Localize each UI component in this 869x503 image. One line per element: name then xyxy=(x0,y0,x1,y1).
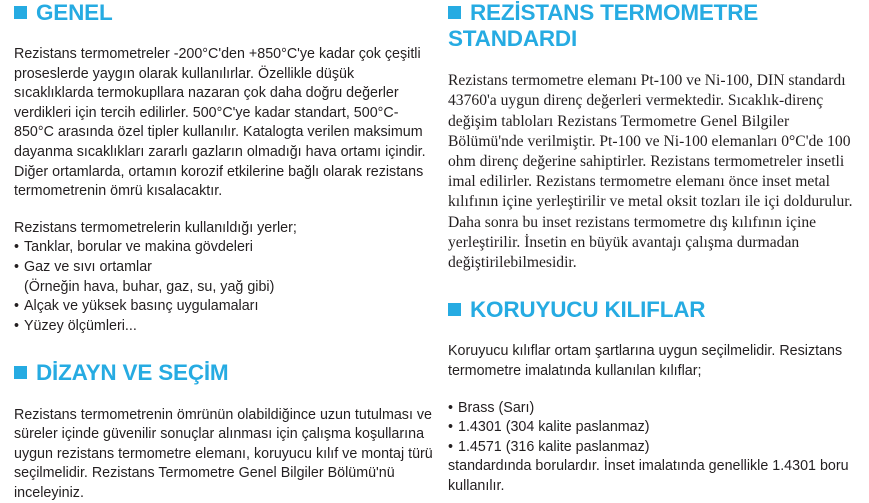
section-dizayn xyxy=(14,360,434,503)
filled-square-icon xyxy=(14,366,27,379)
section-standardi xyxy=(448,0,863,273)
section-genel-list xyxy=(14,238,434,336)
filled-square-icon xyxy=(14,6,27,19)
list-item: • Brass (Sarı) xyxy=(448,399,863,419)
section-dizayn-heading-text: DİZAYN VE SEÇİM xyxy=(36,360,228,385)
section-koruyucu xyxy=(448,297,863,496)
list-item: • Gaz ve sıvı ortamlar xyxy=(14,258,434,278)
section-koruyucu-closing: standardında borulardır. İnset imalatında genellikle 1.4301 boru kullanılır. xyxy=(448,457,863,496)
section-dizayn-paragraph: Rezistans termometrenin ömrünün olabildiğince uzun tutulması ve süreler içinde güvenilir sonuçlar alınması için çalışma koşullarına uygun rezistans termometre elemanı, koruyucu kılıf ve montaj türü seçilmelidir. Rezistans Termometre Genel Bilgiler Bölümü'nü inceleyiniz. xyxy=(14,406,434,503)
filled-square-icon xyxy=(448,6,461,19)
list-item: • 1.4571 (316 kalite paslanmaz) xyxy=(448,438,863,458)
section-genel-paragraph: Rezistans termometreler -200°C'den +850°C'ye kadar çok çeşitli proseslerde yaygın olarak kullanılırlar. Özellikle düşük sıcaklıklarda termokupllara nazaran çok daha doğru değerler verdikleri için tercih edilirler. 500°C'ye kadar standart, 500°C-850°C arasında özel tipler kullanılır. Katalogta verilen maksimum dayanma sıcaklıkları zararlı gazların olmadığı hava ortamı içindir. Diğer ortamlarda, ortamın korozif etkilerine bağlı olarak rezistans termometrenin ömrü kısalacaktır. xyxy=(14,45,434,202)
section-koruyucu-heading-text: KORUYUCU KILIFLAR xyxy=(470,297,705,322)
list-item: • Tanklar, borular ve makina gövdeleri xyxy=(14,238,434,258)
section-standardi-heading-text: REZİSTANS TERMOMETRE STANDARDI xyxy=(448,0,758,51)
list-item: • Alçak ve yüksek basınç uygulamaları xyxy=(14,297,434,317)
section-genel-heading xyxy=(14,0,434,26)
right-column xyxy=(448,0,863,496)
list-item: (Örneğin hava, buhar, gaz, su, yağ gibi) xyxy=(14,278,434,298)
filled-square-icon xyxy=(448,303,461,316)
section-genel xyxy=(14,0,434,336)
section-dizayn-heading xyxy=(14,360,434,386)
left-column xyxy=(14,0,434,503)
section-standardi-paragraph: Rezistans termometre elemanı Pt-100 ve Ni-100, DIN standardı 43760'a uygun direnç değerleri vermektedir. Sıcaklık-direnç değişim tabloları Rezistans Termometre Genel Bilgiler Bölümü'nde verilmiştir. Pt-100 ve Ni-100 elemanları 0°C'de 100 ohm direnç değerine sahiptirler. Rezistans termometreler insetli imal edilirler. Rezistans termometre elemanı önce inset metal kılıfının içine yerleştirilir ve metal oksit tozları ile içi doldurulur. Daha sonra bu inset rezistans termometre dış kılıfının içine yerleştirilir. İnsetin en büyük avantajı çalışma durmadan değiştirilebilmesidir. xyxy=(448,71,863,273)
section-genel-heading-text: GENEL xyxy=(36,0,113,25)
list-item: • 1.4301 (304 kalite paslanmaz) xyxy=(448,418,863,438)
section-koruyucu-heading xyxy=(448,297,863,323)
section-genel-list-intro: Rezistans termometrelerin kullanıldığı yerler; xyxy=(14,219,434,239)
section-koruyucu-paragraph: Koruyucu kılıflar ortam şartlarına uygun seçilmelidir. Resiztans termometre imalatında kullanılan kılıflar; xyxy=(448,342,863,381)
section-standardi-heading xyxy=(448,0,863,52)
list-item: • Yüzey ölçümleri... xyxy=(14,317,434,337)
section-koruyucu-list xyxy=(448,399,863,458)
